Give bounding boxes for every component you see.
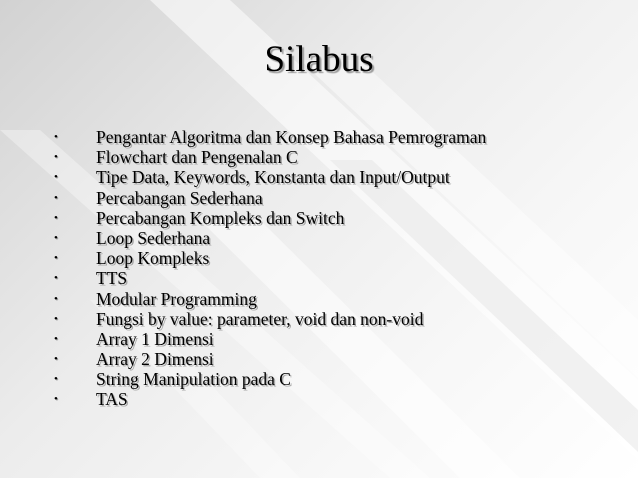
bullet-icon: •: [54, 393, 58, 406]
bullet-icon: •: [54, 252, 58, 265]
list-item-text: Percabangan Sederhana: [96, 187, 263, 208]
bullet-icon: •: [54, 151, 58, 164]
list-item-text: Array 1 Dimensi: [96, 328, 214, 349]
list-item-text: TAS: [96, 389, 128, 410]
bullet-icon: •: [54, 131, 58, 143]
bullet-icon: •: [54, 292, 58, 305]
list-item-text: Pengantar Algoritma dan Konsep Bahasa Pemrograman: [96, 127, 487, 147]
list-item-text: Array 2 Dimensi: [96, 349, 214, 370]
list-item-text: Loop Kompleks: [96, 248, 210, 269]
list-item-text: Modular Programming: [96, 288, 257, 309]
bullet-icon: •: [54, 231, 58, 244]
list-item-text: Tipe Data, Keywords, Konstanta dan Input/Output: [96, 167, 450, 188]
list-item-text: TTS: [96, 268, 128, 289]
list-item-text: Fungsi by value: parameter, void dan non-void: [96, 308, 424, 329]
bullet-icon: •: [54, 211, 58, 224]
list-item-text: Flowchart dan Pengenalan C: [96, 147, 298, 168]
bullet-icon: •: [54, 191, 58, 204]
list-item-text: Loop Sederhana: [96, 227, 211, 248]
bullet-icon: •: [54, 332, 58, 345]
list-item-text: String Manipulation pada C: [96, 369, 291, 390]
slide-title: Silabus: [264, 39, 374, 80]
list-item-text: Percabangan Kompleks dan Switch: [96, 207, 345, 228]
bullet-icon: •: [54, 171, 58, 184]
bullet-icon: •: [54, 353, 58, 366]
bullet-icon: •: [54, 312, 58, 325]
bullet-icon: •: [54, 373, 58, 386]
bullet-icon: •: [54, 272, 58, 285]
